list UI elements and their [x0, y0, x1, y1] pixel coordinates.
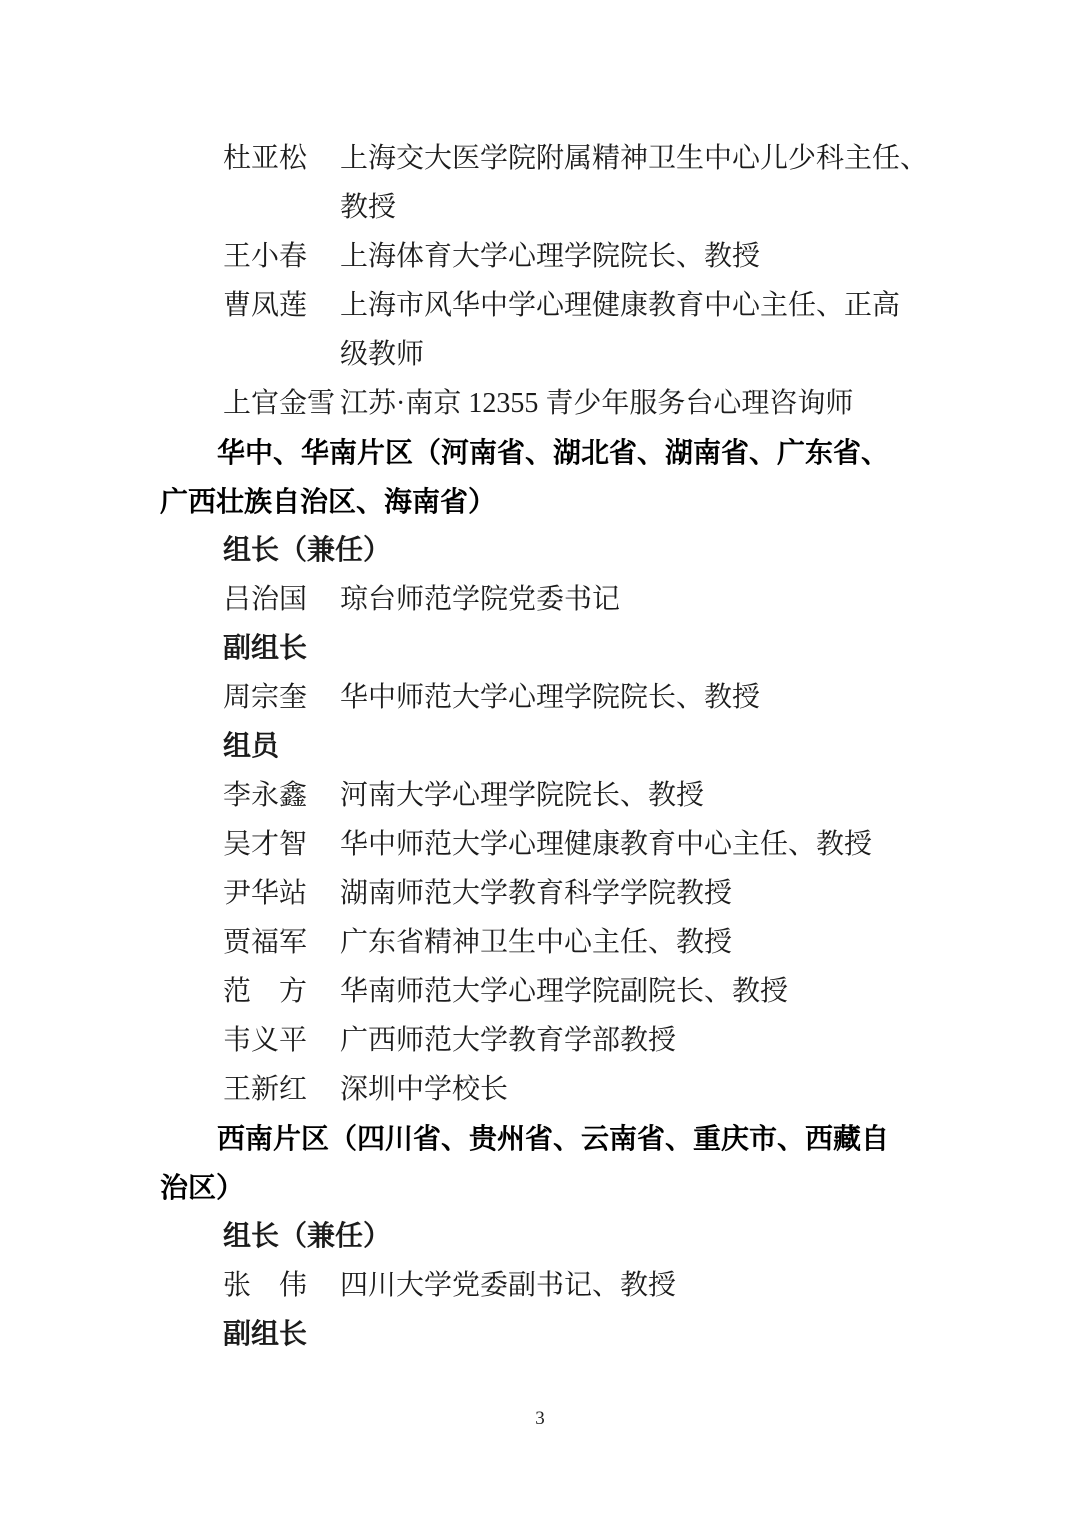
role-label: 组长（兼任） [223, 1221, 392, 1252]
entry-name: 曹凤莲 [223, 290, 308, 321]
entry-description: 上海体育大学心理学院院长、教授 [340, 241, 761, 272]
entry-name: 周宗奎 [223, 682, 308, 713]
entry-description: 华中师范大学心理健康教育中心主任、教授 [340, 829, 873, 860]
entry-name: 王新红 [223, 1074, 308, 1105]
entry-name: 范 方 [223, 976, 308, 1007]
region-heading-line: 西南片区（四川省、贵州省、云南省、重庆市、西藏自 [217, 1123, 890, 1154]
entry-description: 琼台师范学院党委书记 [340, 584, 621, 615]
role-label: 副组长 [223, 633, 308, 664]
entry-name: 贾福军 [223, 927, 308, 958]
entry-row [223, 575, 920, 624]
entry-name: 李永鑫 [223, 780, 308, 811]
entry-row [223, 232, 920, 281]
entry-row [223, 869, 920, 918]
entry-name: 吕治国 [223, 584, 308, 615]
entry-description: 广东省精神卫生中心主任、教授 [340, 927, 733, 958]
region-heading-line: 华中、华南片区（河南省、湖北省、湖南省、广东省、 [217, 437, 890, 468]
entry-name: 韦义平 [223, 1025, 308, 1056]
entry-description: 华中师范大学心理学院院长、教授 [340, 682, 761, 713]
entry-row [223, 1261, 920, 1310]
entry-description: 四川大学党委副书记、教授 [340, 1270, 677, 1301]
entry-name: 上官金雪 [223, 388, 336, 419]
entry-row [223, 134, 929, 183]
entry-name: 吴才智 [223, 829, 308, 860]
role-label: 组长（兼任） [223, 535, 392, 566]
entry-description: 广西师范大学教育学部教授 [340, 1025, 677, 1056]
entry-row [223, 281, 920, 330]
entry-row [223, 379, 920, 428]
entry-row [223, 967, 920, 1016]
entry-name: 张 伟 [223, 1270, 308, 1301]
entry-name: 尹华站 [223, 878, 308, 909]
entry-row [223, 1016, 920, 1065]
entry-row [223, 918, 920, 967]
entry-description: 上海市风华中学心理健康教育中心主任、正高 [340, 290, 901, 321]
entry-description: 深圳中学校长 [340, 1074, 509, 1105]
entry-name: 杜亚松 [223, 143, 308, 174]
entry-row [223, 1065, 920, 1114]
page-number: 3 [535, 1408, 545, 1429]
entry-row [223, 820, 920, 869]
role-label: 副组长 [223, 1319, 308, 1350]
entry-description: 河南大学心理学院院长、教授 [340, 780, 705, 811]
region-heading-line: 广西壮族自治区、海南省） [160, 486, 497, 517]
entry-description: 江苏·南京 12355 青少年服务台心理咨询师 [340, 388, 854, 419]
entry-continuation-line: 级教师 [340, 339, 425, 370]
entry-name: 王小春 [223, 241, 308, 272]
entry-description: 湖南师范大学教育科学学院教授 [340, 878, 733, 909]
document-body [160, 134, 929, 1359]
entry-description: 华南师范大学心理学院副院长、教授 [340, 976, 789, 1007]
entry-row [223, 673, 920, 722]
role-label: 组员 [223, 731, 280, 762]
region-heading-line: 治区） [160, 1172, 245, 1203]
entry-description: 上海交大医学院附属精神卫生中心儿少科主任、 [340, 143, 929, 174]
entry-row [223, 771, 920, 820]
entry-continuation-line: 教授 [340, 192, 397, 223]
